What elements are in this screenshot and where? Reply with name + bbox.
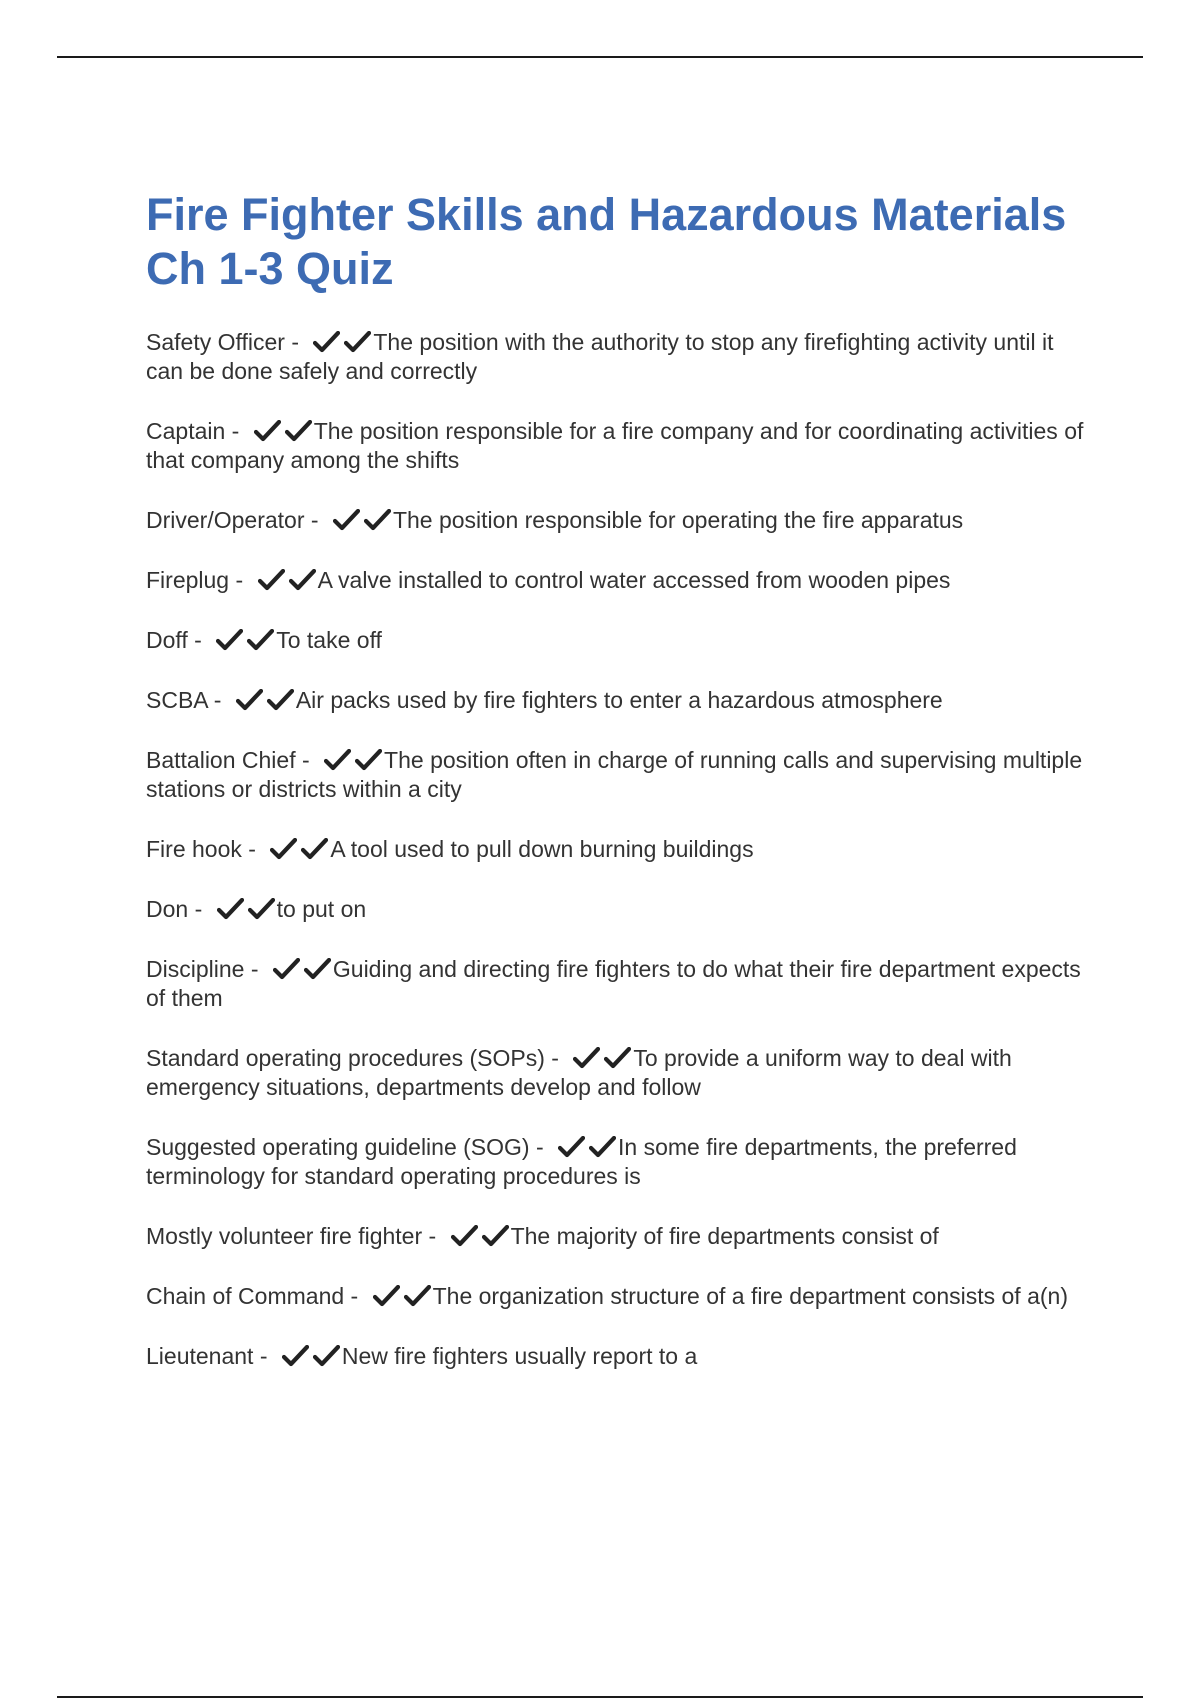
list-item: [146, 955, 1086, 1013]
check-mark-icon: [216, 629, 243, 651]
list-item: [146, 1222, 1086, 1251]
entry-term: Safety Officer: [146, 329, 285, 355]
entry-separator: -: [231, 418, 240, 444]
entry-separator: -: [310, 507, 319, 533]
entry-term: Driver/Operator: [146, 507, 305, 533]
check-mark-icon: [324, 749, 351, 771]
check-mark-icon: [344, 331, 371, 353]
entry-definition: To take off: [276, 627, 382, 653]
check-mark-icon: [313, 331, 340, 353]
list-item: [146, 626, 1086, 655]
check-mark-icon: [558, 1136, 585, 1158]
check-mark-icon: [247, 629, 274, 651]
check-mark-icon: [373, 1285, 400, 1307]
bottom-rule: [57, 1696, 1143, 1698]
list-item: [146, 566, 1086, 595]
check-mark-icon: [258, 569, 285, 591]
check-mark-icon: [236, 689, 263, 711]
entry-separator: -: [250, 956, 259, 982]
entry-term: Chain of Command: [146, 1283, 345, 1309]
entry-term: Fire hook: [146, 836, 242, 862]
entry-separator: -: [248, 836, 256, 862]
top-rule: [57, 56, 1143, 58]
check-mark-icon: [573, 1047, 600, 1069]
entry-term: Doff: [146, 627, 188, 653]
list-item: [146, 686, 1086, 715]
entry-definition: The position with the authority to stop any firefighting activity until it can be done safely and correctly: [146, 329, 1054, 384]
entry-definition: The position responsible for operating the fire apparatus: [392, 507, 964, 533]
check-mark-icon: [217, 898, 244, 920]
list-item: [146, 1044, 1086, 1102]
entry-term: Don: [146, 896, 189, 922]
check-mark-icon: [451, 1225, 478, 1247]
entry-definition: Air packs used by fire fighters to enter a hazardous atmosphere: [295, 687, 943, 713]
check-mark-icon: [254, 420, 281, 442]
entry-separator: -: [213, 687, 222, 713]
check-mark-icon: [301, 838, 328, 860]
entry-definition: A valve installed to control water accessed from wooden pipes: [317, 567, 951, 593]
entry-separator: -: [259, 1343, 268, 1369]
entry-definition: The organization structure of a fire department consists of a(n): [432, 1283, 1068, 1309]
check-mark-icon: [482, 1225, 509, 1247]
check-mark-icon: [589, 1136, 616, 1158]
list-item: [146, 1133, 1086, 1191]
list-item: [146, 895, 1086, 924]
entry-separator: -: [350, 1283, 359, 1309]
document-title: Fire Fighter Skills and Hazardous Materials Ch 1-3 Quiz: [146, 189, 1067, 294]
entry-definition: The position responsible for a fire company and for coordinating activities of that company among the shifts: [146, 418, 1084, 473]
check-mark-icon: [355, 749, 382, 771]
entry-separator: -: [535, 1134, 544, 1160]
check-mark-icon: [267, 689, 294, 711]
entry-term: Discipline: [146, 956, 245, 982]
entry-definition: Guiding and directing fire fighters to do what their fire department expects of them: [146, 956, 1081, 1011]
list-item: [146, 506, 1086, 535]
check-mark-icon: [248, 898, 275, 920]
entry-definition: A tool used to pull down burning buildings: [330, 836, 754, 862]
entry-term: Standard operating procedures (SOPs): [146, 1045, 545, 1071]
entry-term: SCBA: [146, 687, 208, 713]
document-body: [146, 188, 1086, 1402]
entry-separator: -: [551, 1045, 559, 1071]
check-mark-icon: [333, 509, 360, 531]
entry-definition: New fire fighters usually report to a: [341, 1343, 698, 1369]
check-mark-icon: [364, 509, 391, 531]
list-item: [146, 835, 1086, 864]
entry-separator: -: [194, 896, 203, 922]
entry-definition: To provide a uniform way to deal with emergency situations, departments develop and follow: [146, 1045, 1012, 1100]
check-mark-icon: [282, 1345, 309, 1367]
entry-list: [146, 328, 1086, 1371]
entry-definition: The position often in charge of running calls and supervising multiple stations or districts within a city: [146, 747, 1083, 802]
entry-definition: The majority of fire departments consist of: [510, 1223, 939, 1249]
entry-term: Captain: [146, 418, 226, 444]
entry-separator: -: [235, 567, 244, 593]
check-mark-icon: [270, 838, 297, 860]
check-mark-icon: [289, 569, 316, 591]
entry-definition: In some fire departments, the preferred terminology for standard operating procedures is: [146, 1134, 1017, 1189]
check-mark-icon: [604, 1047, 631, 1069]
check-mark-icon: [304, 958, 331, 980]
entry-separator: -: [291, 329, 299, 355]
entry-separator: -: [428, 1223, 437, 1249]
list-item: [146, 1342, 1086, 1371]
check-mark-icon: [285, 420, 312, 442]
check-mark-icon: [273, 958, 300, 980]
check-mark-icon: [313, 1345, 340, 1367]
entry-definition: to put on: [276, 896, 367, 922]
entry-term: Mostly volunteer fire fighter: [146, 1223, 423, 1249]
list-item: [146, 328, 1086, 386]
entry-term: Battalion Chief: [146, 747, 296, 773]
list-item: [146, 1282, 1086, 1311]
entry-term: Suggested operating guideline (SOG): [146, 1134, 530, 1160]
entry-separator: -: [301, 747, 310, 773]
list-item: [146, 746, 1086, 804]
list-item: [146, 417, 1086, 475]
check-mark-icon: [404, 1285, 431, 1307]
entry-term: Fireplug: [146, 567, 230, 593]
entry-term: Lieutenant: [146, 1343, 254, 1369]
entry-separator: -: [194, 627, 202, 653]
